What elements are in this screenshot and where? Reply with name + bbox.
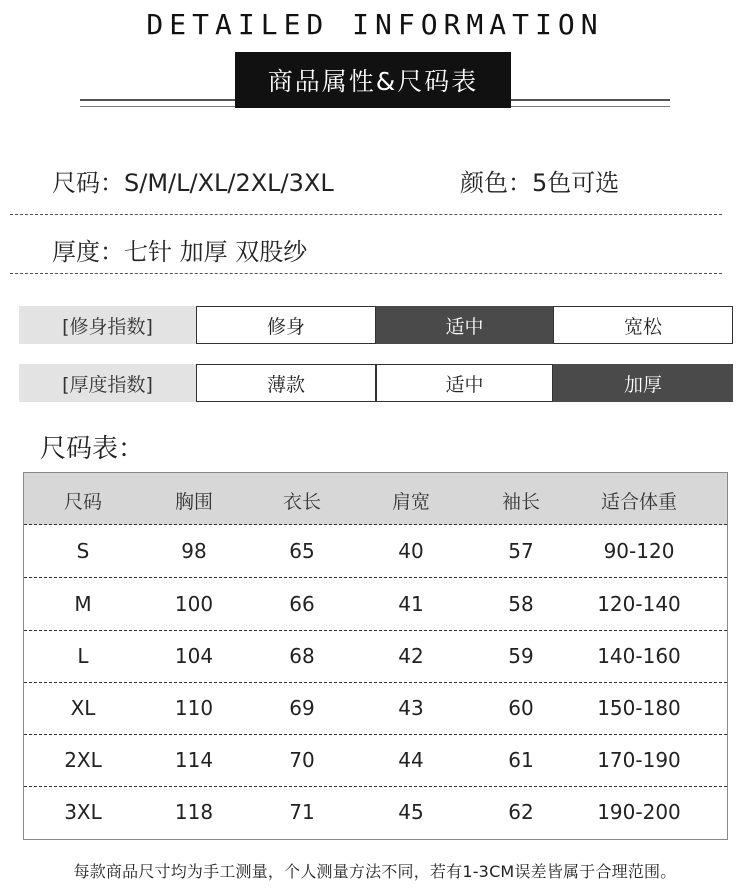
cell-chest: 104: [174, 644, 214, 668]
cell-weight: 170-190: [597, 748, 681, 772]
cell-weight: 150-180: [597, 696, 681, 720]
cell-length: 70: [289, 748, 315, 772]
thickness-option-medium: 适中: [376, 364, 553, 402]
header-shoulder: 肩宽: [391, 491, 431, 513]
color-attribute: 颜色：5色可选: [460, 169, 620, 197]
cell-length: 66: [289, 592, 315, 616]
cell-shoulder: 43: [398, 696, 424, 720]
cell-length: 71: [289, 800, 315, 824]
cell-shoulder: 44: [398, 748, 424, 772]
cell-length: 65: [289, 539, 315, 563]
cell-length: 69: [289, 696, 315, 720]
cell-size: 2XL: [64, 748, 102, 772]
header-chest: 胸围: [174, 491, 214, 513]
table-row: [24, 734, 727, 787]
thickness-attribute: 厚度：七针 加厚 双股纱: [52, 238, 308, 266]
table-row: [24, 682, 727, 735]
cell-sleeve: 59: [508, 644, 534, 668]
cell-chest: 100: [174, 592, 214, 616]
cell-chest: 98: [181, 539, 207, 563]
fit-option-loose: 宽松: [553, 306, 733, 344]
cell-chest: 110: [174, 696, 214, 720]
thickness-index-label: [厚度指数]: [19, 364, 196, 402]
header-size: 尺码: [63, 491, 103, 513]
table-row: [24, 630, 727, 683]
cell-weight: 120-140: [597, 592, 681, 616]
fit-index-label: [修身指数]: [19, 306, 196, 344]
divider-1: [10, 214, 722, 215]
cell-shoulder: 40: [398, 539, 424, 563]
header-weight: 适合体重: [600, 491, 678, 513]
fit-option-regular: 适中: [376, 306, 553, 344]
cell-sleeve: 61: [508, 748, 534, 772]
size-table-title: 尺码表：: [40, 434, 145, 464]
cell-weight: 190-200: [597, 800, 681, 824]
size-table: [23, 472, 728, 840]
cell-size: M: [74, 592, 92, 616]
cell-size: 3XL: [64, 800, 102, 824]
cell-chest: 114: [174, 748, 214, 772]
cell-sleeve: 58: [508, 592, 534, 616]
thickness-option-thin: 薄款: [196, 364, 376, 402]
table-row: [24, 578, 727, 631]
cell-chest: 118: [174, 800, 214, 824]
cell-size: L: [77, 644, 89, 668]
cell-weight: 90-120: [603, 539, 675, 563]
cell-shoulder: 45: [398, 800, 424, 824]
cell-shoulder: 42: [398, 644, 424, 668]
header-sleeve: 袖长: [501, 491, 541, 513]
divider-2: [10, 273, 722, 274]
table-row: [24, 786, 727, 839]
size-attribute: 尺码：S/M/L/XL/2XL/3XL: [52, 169, 334, 197]
cell-length: 68: [289, 644, 315, 668]
cell-size: XL: [70, 696, 96, 720]
fit-option-slim: 修身: [196, 306, 376, 344]
english-title: DETAILED INFORMATION: [146, 8, 604, 41]
section-title: 商品属性&尺码表: [267, 67, 479, 96]
cell-size: S: [76, 539, 90, 563]
cell-sleeve: 57: [508, 539, 534, 563]
cell-sleeve: 62: [508, 800, 534, 824]
cell-shoulder: 41: [398, 592, 424, 616]
thickness-option-thick: 加厚: [553, 364, 733, 402]
measurement-note: 每款商品尺寸均为手工测量，个人测量方法不同，若有1-3CM误差皆属于合理范围。: [73, 862, 677, 881]
section-title-box: [235, 52, 511, 108]
table-row: [24, 525, 727, 578]
header-length: 衣长: [282, 491, 322, 513]
cell-sleeve: 60: [508, 696, 534, 720]
cell-weight: 140-160: [597, 644, 681, 668]
table-header: [24, 473, 727, 525]
